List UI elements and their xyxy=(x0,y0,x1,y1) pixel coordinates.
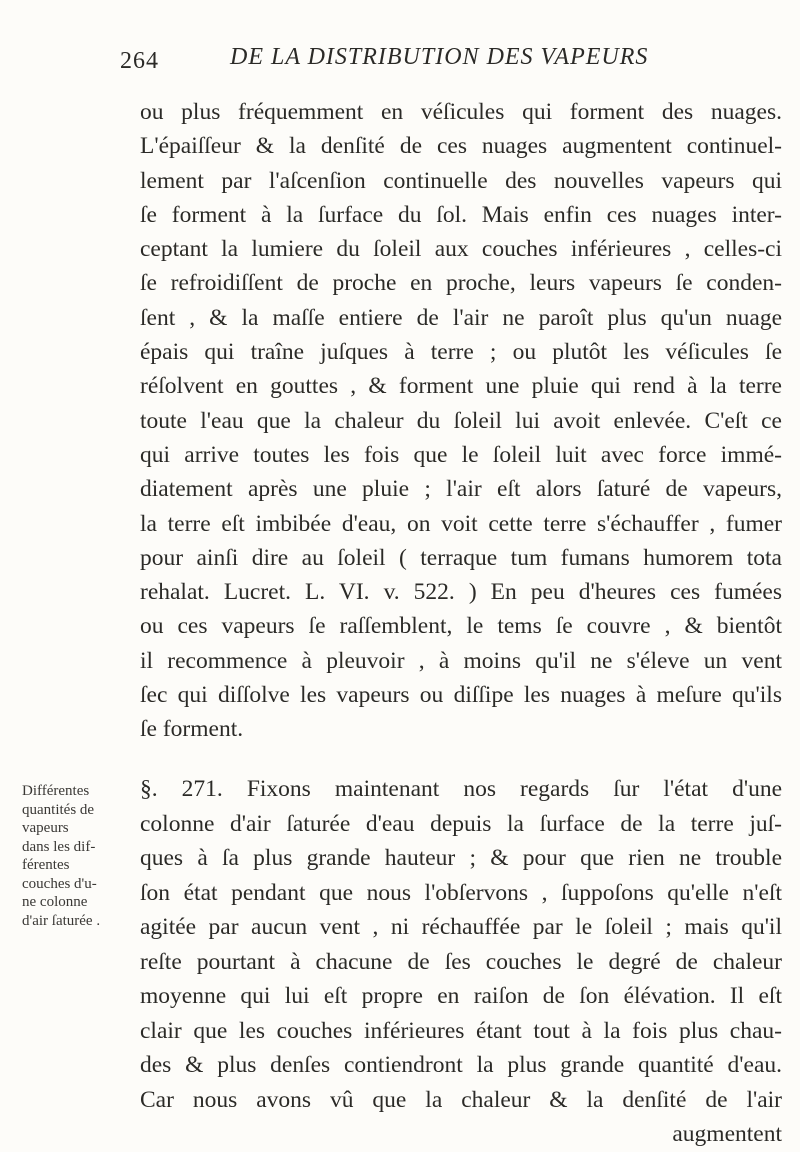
margin-note-line: couches d'u- xyxy=(22,875,97,892)
text-line: toute l'eau que la chaleur du ſoleil lui avoit enlevée. C'eſt ce xyxy=(140,407,782,434)
text-line: la terre eſt imbibée d'eau, on voit cette terre s'échauffer , fumer xyxy=(140,510,782,537)
text-line: ceptant la lumiere du ſoleil aux couches inférieures , celles-ci xyxy=(140,236,782,263)
margin-note-line: ne colonne xyxy=(22,894,88,910)
margin-note-line: dans les dif- xyxy=(22,838,96,855)
text-line: ſe forment. xyxy=(140,716,244,743)
text-line-latin-quote: rehalat. Lucret. L. VI. v. 522. ) En peu d'heures ces fumées xyxy=(140,579,782,606)
text-line-latin-quote: pour ainſi dire au ſoleil ( terraque tum fumans humorem tota xyxy=(140,544,782,571)
text-line: ſe forment à la ſurface du ſol. Mais enfin ces nuages inter- xyxy=(140,201,782,228)
text-line: ſec qui diſſolve les vapeurs ou diſſipe les nuages à meſure qu'ils xyxy=(140,682,782,709)
catchword: augmentent xyxy=(672,1121,782,1147)
text-line: reſte pourtant à chacune de ſes couches le degré de chaleur xyxy=(140,948,782,975)
text-line: clair que les couches inférieures étant tout à la fois plus chau- xyxy=(140,1017,782,1044)
text-line: ques à ſa plus grande hauteur ; & pour que rien ne trouble xyxy=(140,845,782,871)
margin-note-line: férentes xyxy=(22,857,70,873)
text-line: des & plus denſes contiendront la plus grande quantité d'eau. xyxy=(140,1052,782,1078)
text-line: lement par l'aſcenſion continuelle des nouvelles vapeurs qui xyxy=(140,167,782,194)
text-line: diatement après une pluie ; l'air eſt alors ſaturé de vapeurs, xyxy=(140,476,782,503)
paragraph-2 xyxy=(140,772,782,1152)
page-number: 264 xyxy=(120,48,159,74)
section-heading-line: §. 271. Fixons maintenant nos regards ſur l'état d'une xyxy=(140,776,782,802)
page-header xyxy=(120,44,770,84)
text-line: colonne d'air ſaturée d'eau depuis la ſurface de la terre juſ- xyxy=(140,810,782,837)
text-line: L'épaiſſeur & la denſité de ces nuages augmentent continuel- xyxy=(140,133,782,160)
running-title: DE LA DISTRIBUTION DES VAPEURS xyxy=(230,44,649,70)
text-line: qui arrive toutes les fois que le ſoleil luit avec force immé- xyxy=(140,441,782,468)
text-line: ſon état pendant que nous l'obſervons , ſuppoſons qu'elle n'eſt xyxy=(140,879,782,906)
paragraph-1 xyxy=(140,95,782,747)
margin-note-line: quantités de xyxy=(22,801,95,818)
margin-note-line: vapeurs xyxy=(22,820,69,836)
text-line: épais qui traîne juſques à terre ; ou plutôt les véſicules ſe xyxy=(140,339,782,366)
margin-note xyxy=(22,782,134,930)
text-line: réſolvent en gouttes , & forment une pluie qui rend à la terre xyxy=(140,373,782,400)
text-line: agitée par aucun vent , ni réchauffée par le ſoleil ; mais qu'il xyxy=(140,914,782,940)
margin-note-line: d'air ſaturée . xyxy=(22,912,101,929)
text-line: il recommence à pleuvoir , à moins qu'il ne s'éleve un vent xyxy=(140,647,782,674)
text-line: moyenne qui lui eſt propre en raiſon de ſon élévation. Il eſt xyxy=(140,983,782,1009)
text-line: Car nous avons vû que la chaleur & la denſité de l'air xyxy=(140,1086,782,1113)
text-line: ſe refroidiſſent de proche en proche, leurs vapeurs ſe conden- xyxy=(140,270,782,297)
text-line: ſent , & la maſſe entiere de l'air ne paroît plus qu'un nuage xyxy=(140,304,782,331)
text-line: ou ces vapeurs ſe raſſemblent, le tems ſe couvre , & bientôt xyxy=(140,613,782,640)
margin-note-line: Différentes xyxy=(22,783,90,799)
text-line: ou plus fréquemment en véſicules qui forment des nuages. xyxy=(140,99,782,125)
